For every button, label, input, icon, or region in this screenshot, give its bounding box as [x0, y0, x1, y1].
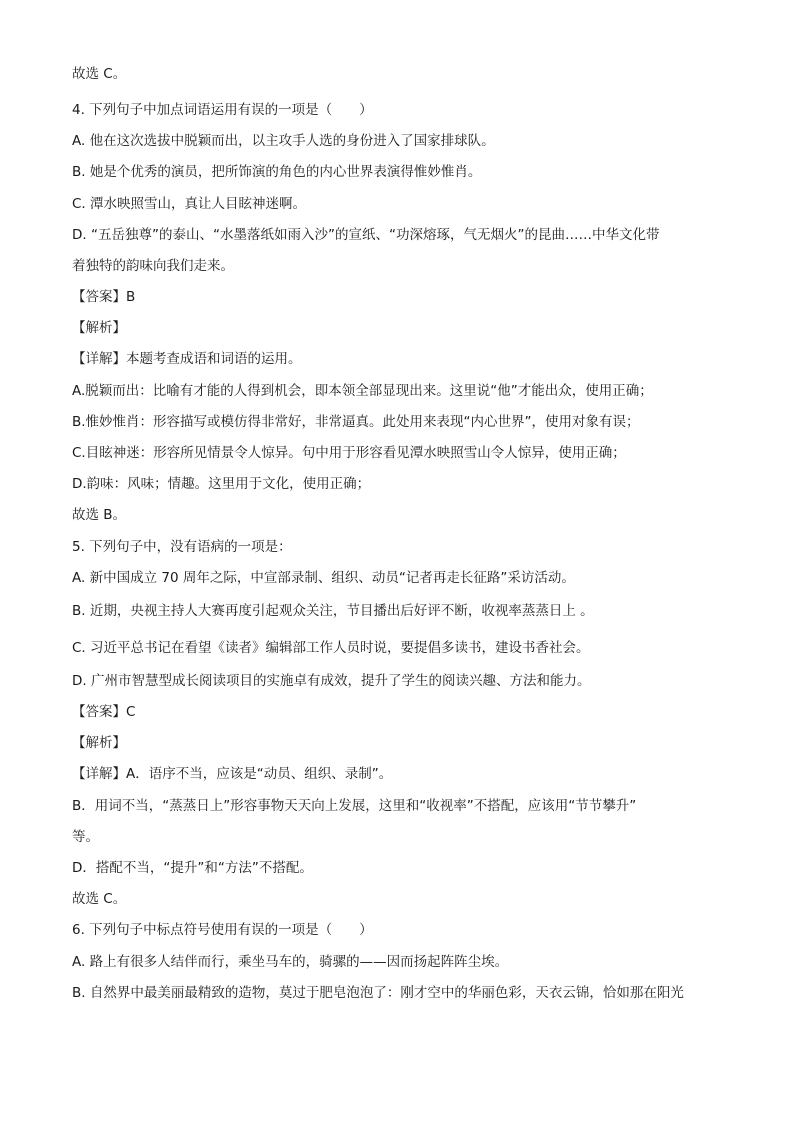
- q5-detail-a: 【详解】A．语序不当，应该是“动员、组织、录制”。: [72, 766, 393, 782]
- question-4-stem: 4. 下列句子中加点词语运用有误的一项是（ ）: [72, 102, 373, 118]
- question-5-stem: 5. 下列句子中，没有语病的一项是：: [72, 539, 292, 555]
- q5-detail-b: B．用词不当，“蒸蒸日上”形容事物天天向上发展，这里和“收视率”不搭配，应该用“节节攀升”: [72, 798, 637, 814]
- text-line: 故选 C。: [72, 66, 127, 82]
- q5-detail-d: D．搭配不当，“提升”和“方法”不搭配。: [72, 860, 313, 876]
- q4-detail-c: C.目眩神迷：形容所见情景令人惊异。句中用于形容看见潭水映照雪山令人惊异，使用正确；: [72, 445, 626, 461]
- q6-option-b: B. 自然界中最美丽最精致的造物，莫过于肥皂泡泡了：刚才空中的华丽色彩，天衣云锦，恰如那在阳光: [72, 985, 684, 1001]
- q4-detail-d: D.韵味：风味；情趣。这里用于文化，使用正确；: [72, 476, 371, 492]
- q4-answer: 【答案】B: [72, 289, 136, 305]
- q4-conclusion: 故选 B。: [72, 507, 127, 523]
- q5-conclusion: 故选 C。: [72, 891, 127, 907]
- q5-option-c: C. 习近平总书记在看望《读者》编辑部工作人员时说，要提倡多读书，建设书香社会。: [72, 640, 590, 656]
- q4-option-a: A. 他在这次选拔中脱颖而出，以主攻手人选的身份进入了国家排球队。: [72, 133, 495, 149]
- q4-option-b: B. 她是个优秀的演员，把所饰演的角色的内心世界表演得惟妙惟肖。: [72, 164, 482, 180]
- q5-answer: 【答案】C: [72, 704, 136, 720]
- q4-option-c: C. 潭水映照雪山，真让人目眩神迷啊。: [72, 196, 307, 212]
- q6-option-a: A. 路上有很多人结伴而行，乘坐马车的，骑骡的——因而扬起阵阵尘埃。: [72, 954, 509, 970]
- q4-detail: 【详解】本题考查成语和词语的运用。: [72, 351, 302, 367]
- q4-option-d-cont: 着独特的韵味向我们走来。: [72, 258, 234, 274]
- q4-detail-a: A.脱颖而出：比喻有才能的人得到机会，即本领全部显现出来。这里说“他”才能出众，使用正确；: [72, 383, 653, 399]
- q5-option-b: B. 近期，央视主持人大赛再度引起观众关注，节目播出后好评不断，收视率蒸蒸日上 。: [72, 603, 594, 619]
- q5-detail-b-cont: 等。: [72, 829, 99, 845]
- q5-analysis-label: 【解析】: [72, 735, 126, 751]
- q5-option-d: D. 广州市智慧型成长阅读项目的实施卓有成效，提升了学生的阅读兴趣、方法和能力。: [72, 673, 591, 689]
- question-6-stem: 6. 下列句子中标点符号使用有误的一项是（ ）: [72, 922, 373, 938]
- q4-analysis-label: 【解析】: [72, 320, 126, 336]
- q4-detail-b: B.惟妙惟肖：形容描写或模仿得非常好，非常逼真。此处用来表现“内心世界”，使用对象有误；: [72, 414, 640, 430]
- q5-option-a: A. 新中国成立 70 周年之际，中宣部录制、组织、动员“记者再走长征路”采访活动。: [72, 570, 575, 586]
- q4-option-d: D. “五岳独尊”的泰山、“水墨落纸如雨入沙”的宣纸、“功深熔琢，气无烟火”的昆曲……中华文化带: [72, 227, 660, 243]
